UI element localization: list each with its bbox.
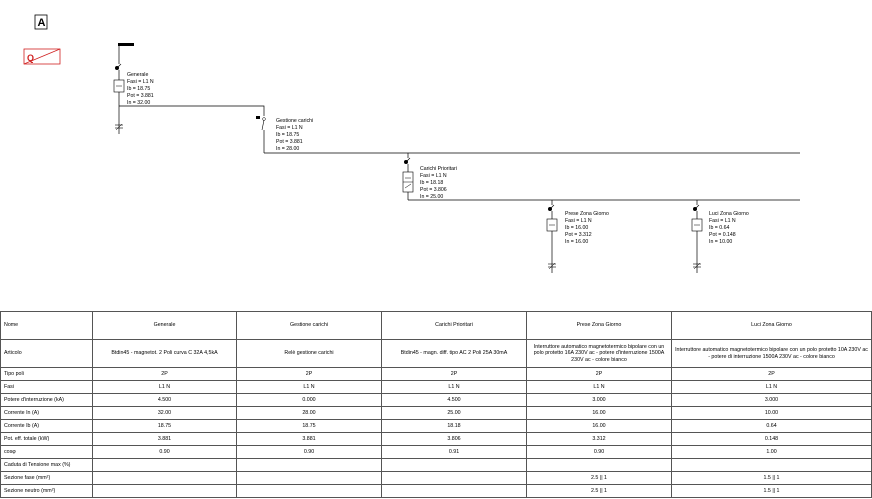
breaker-prese-zona-giorno-icon[interactable]	[547, 205, 557, 273]
table-cell[interactable]: 10.00	[672, 407, 872, 420]
table-cell[interactable]: 16.00	[527, 407, 672, 420]
svg-text:In = 16.00: In = 16.00	[565, 239, 589, 245]
table-cell[interactable]: 1.5 || 1	[672, 472, 872, 485]
svg-text:Gestione carichi: Gestione carichi	[276, 118, 314, 124]
table-cell[interactable]: 18.75	[237, 420, 382, 433]
row-label: Sezione fase (mm²)	[1, 472, 93, 485]
table-cell[interactable]: Generale	[93, 312, 237, 340]
table-cell[interactable]: Carichi Prioritari	[382, 312, 527, 340]
table-cell[interactable]	[93, 485, 237, 498]
row-label: cosφ	[1, 446, 93, 459]
svg-text:Carichi Prioritari: Carichi Prioritari	[420, 166, 457, 172]
table-cell[interactable]: 0.90	[237, 446, 382, 459]
table-cell[interactable]: L1 N	[93, 381, 237, 394]
row-label: Pot. eff. totale (kW)	[1, 433, 93, 446]
relay-gestione-carichi-icon[interactable]	[256, 116, 265, 153]
table-cell[interactable]: L1 N	[672, 381, 872, 394]
svg-text:Fasi = L1 N: Fasi = L1 N	[127, 79, 154, 85]
table-cell[interactable]: Interruttore automatico magnetotermico bipolare con un polo protetto 16A 230V ac - potere d'interruzione 1500A 230V ac - colore bianco	[527, 340, 672, 368]
svg-text:Ib = 0.64: Ib = 0.64	[709, 225, 730, 231]
table-cell[interactable]: Relè gestione carichi	[237, 340, 382, 368]
svg-text:A: A	[37, 17, 46, 29]
label-gestione-carichi	[276, 118, 313, 152]
table-row	[1, 433, 872, 446]
row-label: Caduta di Tensione max (%)	[1, 459, 93, 472]
svg-text:Pot = 0.148: Pot = 0.148	[709, 232, 736, 238]
label-luci-zona-giorno	[709, 211, 749, 245]
table-cell[interactable]	[672, 459, 872, 472]
label-generale	[127, 72, 154, 106]
table-cell[interactable]: Prese Zona Giorno	[527, 312, 672, 340]
table-cell[interactable]	[237, 472, 382, 485]
svg-text:Ib = 16.00: Ib = 16.00	[565, 225, 589, 231]
table-cell[interactable]: 0.64	[672, 420, 872, 433]
table-cell[interactable]: 32.00	[93, 407, 237, 420]
table-cell[interactable]: 0.148	[672, 433, 872, 446]
svg-text:Pot = 3.312: Pot = 3.312	[565, 232, 592, 238]
table-cell[interactable]: Interruttore automatico magnetotermico bipolare con un polo protetto 10A 230V ac - potere di interruzione 1500A 230V ac - colore bianco	[672, 340, 872, 368]
table-cell[interactable]	[93, 472, 237, 485]
table-cell[interactable]: L1 N	[382, 381, 527, 394]
table-cell[interactable]: 4.500	[93, 394, 237, 407]
svg-text:Ib = 18.75: Ib = 18.75	[127, 86, 151, 92]
svg-text:In = 28.00: In = 28.00	[276, 146, 300, 152]
table-cell[interactable]: 0.91	[382, 446, 527, 459]
breaker-luci-zona-giorno-icon[interactable]	[692, 205, 702, 273]
table-cell[interactable]: 1.00	[672, 446, 872, 459]
table-row	[1, 420, 872, 433]
table-row	[1, 472, 872, 485]
specification-table	[0, 311, 872, 498]
table-cell[interactable]	[237, 459, 382, 472]
table-cell[interactable]: 4.500	[382, 394, 527, 407]
row-label: Sezione neutro (mm²)	[1, 485, 93, 498]
specification-table-container	[0, 311, 868, 499]
table-cell[interactable]	[382, 459, 527, 472]
svg-text:Q: Q	[27, 53, 35, 63]
table-row	[1, 485, 872, 498]
table-cell[interactable]: 2.5 || 1	[527, 485, 672, 498]
table-row	[1, 381, 872, 394]
rcbo-carichi-prioritari-icon[interactable]	[403, 158, 413, 200]
table-cell[interactable]: 3.000	[527, 394, 672, 407]
row-label: Articolo	[1, 340, 93, 368]
table-cell[interactable]: Btdin45 - magnetot. 2 Poli curva C 32A 4,5kA	[93, 340, 237, 368]
table-row	[1, 459, 872, 472]
table-cell[interactable]	[237, 485, 382, 498]
table-cell[interactable]: 0.90	[527, 446, 672, 459]
text-view-icon[interactable]	[35, 15, 47, 29]
svg-text:Fasi = L1 N: Fasi = L1 N	[276, 125, 303, 131]
table-row	[1, 407, 872, 420]
row-label: Corrente In (A)	[1, 407, 93, 420]
table-cell[interactable]: Luci Zona Giorno	[672, 312, 872, 340]
row-label: Fasi	[1, 381, 93, 394]
table-cell[interactable]: 2P	[672, 368, 872, 381]
table-cell[interactable]: L1 N	[527, 381, 672, 394]
svg-text:Pot = 3.806: Pot = 3.806	[420, 187, 447, 193]
table-cell[interactable]: 2P	[93, 368, 237, 381]
table-cell[interactable]: Btdin45 - magn. diff. tipo AC 2 Poli 25A 30mA	[382, 340, 527, 368]
row-label: Nome	[1, 312, 93, 340]
row-label: Corrente Ib (A)	[1, 420, 93, 433]
table-cell[interactable]: Gestione carichi	[237, 312, 382, 340]
table-row	[1, 394, 872, 407]
svg-text:Ib = 18.75: Ib = 18.75	[276, 132, 300, 138]
error-marker-icon[interactable]	[24, 49, 60, 64]
row-label: Tipo poli	[1, 368, 93, 381]
table-cell[interactable]: 3.806	[382, 433, 527, 446]
svg-text:Fasi = L1 N: Fasi = L1 N	[420, 173, 447, 179]
svg-text:Fasi = L1 N: Fasi = L1 N	[565, 218, 592, 224]
table-cell[interactable]: 18.75	[93, 420, 237, 433]
table-cell[interactable]	[93, 459, 237, 472]
table-row	[1, 446, 872, 459]
table-row	[1, 368, 872, 381]
svg-text:Generale: Generale	[127, 72, 149, 78]
breaker-generale-icon[interactable]	[114, 64, 124, 134]
table-cell[interactable]: 2P	[527, 368, 672, 381]
table-cell[interactable]: 28.00	[237, 407, 382, 420]
svg-text:Pot = 3.881: Pot = 3.881	[127, 93, 154, 99]
table-cell[interactable]: 1.5 || 1	[672, 485, 872, 498]
table-cell[interactable]: 0.90	[93, 446, 237, 459]
table-cell[interactable]: 2P	[237, 368, 382, 381]
row-label: Potere d'interruzione (kA)	[1, 394, 93, 407]
svg-text:In = 32.00: In = 32.00	[127, 100, 151, 106]
table-cell[interactable]: 18.18	[382, 420, 527, 433]
table-cell[interactable]: 16.00	[527, 420, 672, 433]
table-cell[interactable]	[527, 459, 672, 472]
table-cell[interactable]: 3.881	[237, 433, 382, 446]
table-row	[1, 312, 872, 340]
svg-text:In = 10.00: In = 10.00	[709, 239, 733, 245]
table-cell[interactable]: 3.881	[93, 433, 237, 446]
label-carichi-prioritari	[420, 166, 457, 200]
table-row	[1, 340, 872, 368]
table-cell[interactable]	[382, 472, 527, 485]
table-cell[interactable]: L1 N	[237, 381, 382, 394]
svg-text:Ib = 18.18: Ib = 18.18	[420, 180, 444, 186]
table-cell[interactable]: 0.000	[237, 394, 382, 407]
svg-text:Luci Zona Giorno: Luci Zona Giorno	[709, 211, 749, 217]
table-cell[interactable]: 3.000	[672, 394, 872, 407]
table-cell[interactable]	[382, 485, 527, 498]
supply-busbar-icon	[118, 43, 134, 64]
svg-text:In = 25.00: In = 25.00	[420, 194, 444, 200]
table-cell[interactable]: 2P	[382, 368, 527, 381]
table-cell[interactable]: 3.312	[527, 433, 672, 446]
svg-text:Pot = 3.881: Pot = 3.881	[276, 139, 303, 145]
svg-text:Prese Zona Giorno: Prese Zona Giorno	[565, 211, 609, 217]
label-prese-zona-giorno	[565, 211, 609, 245]
table-cell[interactable]: 25.00	[382, 407, 527, 420]
feeder-line	[119, 106, 264, 116]
svg-text:Fasi = L1 N: Fasi = L1 N	[709, 218, 736, 224]
table-cell[interactable]: 2.5 || 1	[527, 472, 672, 485]
